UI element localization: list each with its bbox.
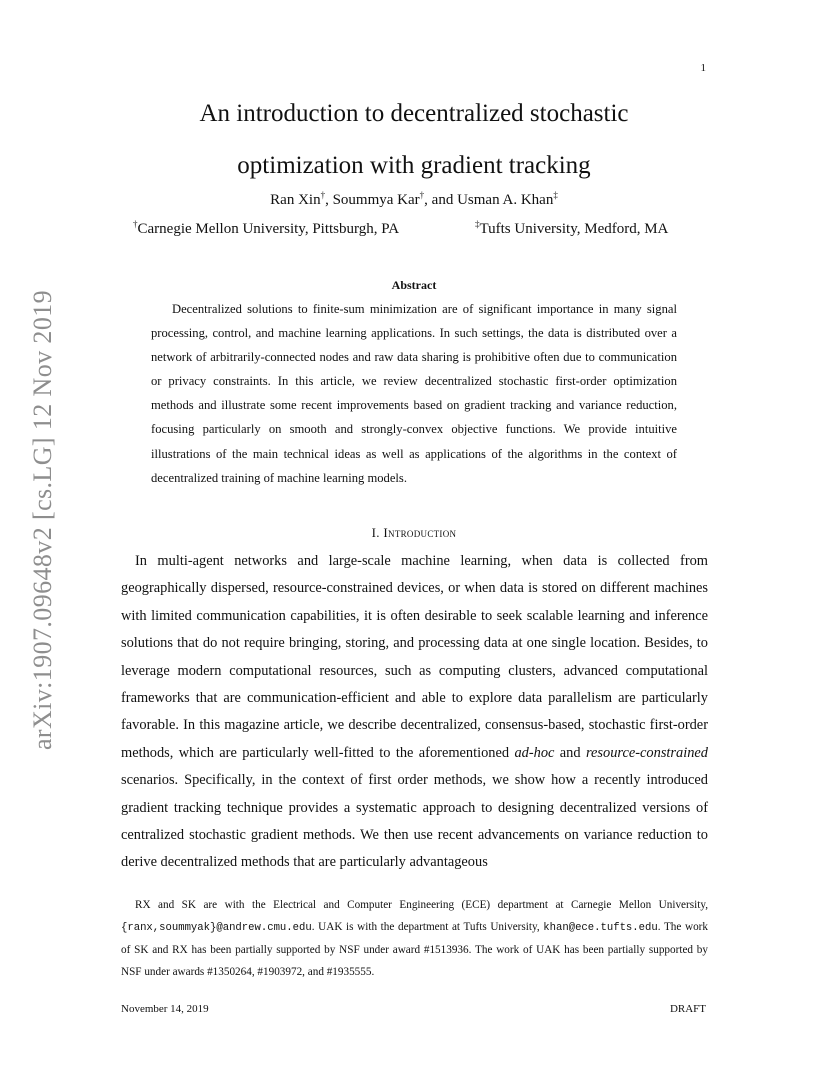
paper-title-line-2: optimization with gradient tracking [237, 152, 591, 179]
author-name: Soummya Kar [332, 192, 420, 208]
author-footnote [121, 895, 708, 984]
paper-title [0, 88, 828, 192]
arxiv-identifier-stamp: arXiv:1907.09648v2 [cs.LG] 12 Nov 2019 [28, 289, 57, 751]
footnote-text: RX and SK are with the Electrical and Computer Engineering (ECE) department at Carnegie Mellon University, [135, 899, 708, 911]
emphasis-resource-constrained: resource-constrained [585, 744, 708, 761]
affiliation-mark: † [320, 190, 326, 200]
footnote-text: . UAK is with the department at Tufts University, [311, 920, 544, 933]
email-cmu: {ranx,soummyak}@andrew.cmu.edu [121, 921, 312, 934]
affiliation-mark: † [133, 219, 138, 229]
abstract-paragraph: Decentralized solutions to finite-sum minimization are of significant importance in many signal processing, control, and machine learning applications. In such settings, the data is distributed over a network of arbitrarily-connected nodes and raw data sharing is prohibitive often due to communication or privacy constraints. In this article, we review decentralized stochastic first-order optimization methods and illustrate some recent improvements based on gradient tracking and variance reduction, focusing particularly on smooth and strongly-convex objective functions. We provide intuitive illustrations of the main technical ideas as well as applications of the algorithms in the context of decentralized training of machine learning models. [151, 302, 677, 485]
abstract-heading: Abstract [391, 278, 437, 292]
affiliation-mark: ‡ [475, 219, 480, 229]
author-list [0, 192, 828, 209]
emphasis-ad-hoc: ad-hoc [514, 744, 555, 761]
affiliation-text: Carnegie Mellon University, Pittsburgh, PA [137, 221, 400, 237]
affiliation-text: Tufts University, Medford, MA [479, 221, 669, 237]
abstract-body [151, 297, 677, 490]
footer-draft-label: DRAFT [669, 1003, 706, 1015]
author-name: Usman A. Khan [457, 192, 554, 208]
introduction-body [121, 548, 708, 877]
author-separator: , [325, 192, 333, 208]
paragraph-text: scenarios. Specifically, in the context of first order methods, we show how a recently introduced gradient tracking technique provides a systematic approach to designing decentralized versions of centralized stochastic gradient methods. We then use recent advancements on variance reduction to derive decentralized methods that are particularly advantageous [121, 772, 708, 871]
section-heading-introduction: I. Introduction [371, 525, 457, 540]
footnote-paragraph [121, 895, 708, 984]
introduction-paragraph [121, 548, 708, 877]
author-separator: , and [424, 192, 458, 208]
author-name: Ran Xin [270, 192, 321, 208]
paper-title-line-1: An introduction to decentralized stochastic [199, 100, 629, 127]
affiliation-cmu [133, 221, 399, 238]
affiliation-mark: † [419, 190, 425, 200]
paragraph-text: and [554, 744, 586, 761]
email-tufts: khan@ece.tufts.edu [543, 921, 658, 934]
footnote-text: . The work of SK and RX has been partially supported by NSF under award #1513936. The work of UAK has been partially supported by NSF under awards #1350264, #1903972, and #1935555. [121, 920, 708, 978]
affiliation-tufts [475, 221, 668, 238]
paragraph-text: In multi-agent networks and large-scale machine learning, when data is collected from geographically dispersed, resource-constrained devices, or when data is stored on different machines with limited communication capabilities, it is often desirable to seek scalable learning and inference solutions that do not require bringing, storing, and processing data at one single location. Besides, to leverage modern computational resources, such as computing clusters, advanced computational frameworks that are communication-efficient and able to explore data parallelism are particularly favorable. In this magazine article, we describe decentralized, consensus-based, stochastic first-order methods, which are particularly well-fitted to the aforementioned [121, 553, 708, 761]
affiliation-mark: ‡ [553, 190, 558, 200]
page-number: 1 [700, 62, 706, 74]
footer-date: November 14, 2019 [121, 1003, 209, 1015]
